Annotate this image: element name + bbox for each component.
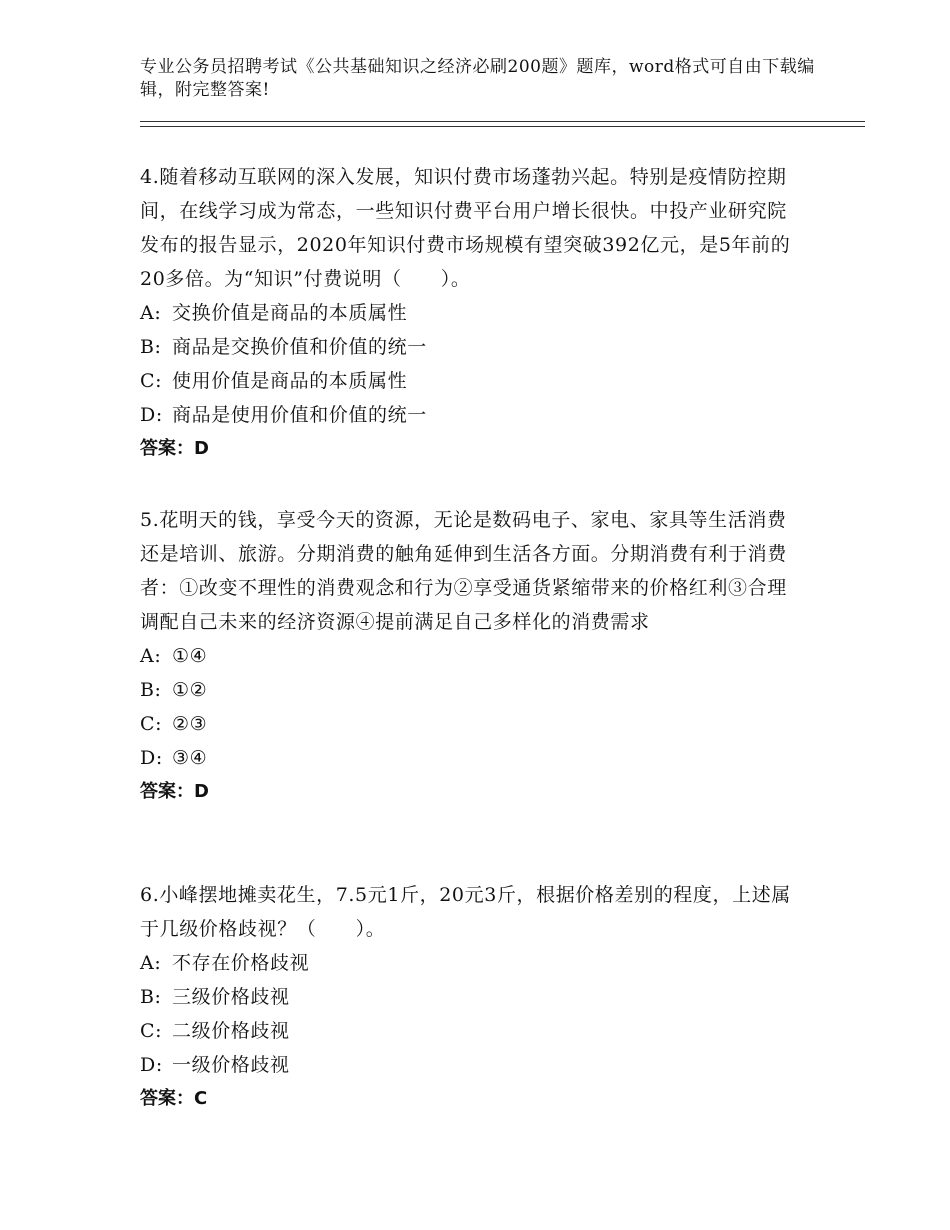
- option-d: [140, 398, 800, 432]
- option-label: D:: [140, 404, 163, 426]
- option-label: D:: [140, 747, 163, 769]
- option-text: 使用价值是商品的本质属性: [172, 370, 408, 392]
- question-stem: 5.花明天的钱，享受今天的资源，无论是数码电子、家电、家具等生活消费还是培训、旅游。分期消费的触角延伸到生活各方面。分期消费有利于消费者：①改变不理性的消费观念和行为②享受通货紧缩带来的价格红利③合理调配自己未来的经济资源④提前满足自己多样化的消费需求: [140, 509, 787, 633]
- option-text: ①②: [172, 679, 208, 701]
- option-label: C:: [140, 1020, 163, 1042]
- option-text: ①④: [172, 645, 208, 667]
- option-b: [140, 980, 800, 1014]
- question-4: [140, 160, 800, 466]
- option-a: [140, 296, 800, 330]
- option-d: [140, 1048, 800, 1082]
- option-text: ②③: [172, 713, 208, 735]
- answer: 答案：D: [140, 781, 209, 802]
- option-c: [140, 707, 800, 741]
- option-text: 二级价格歧视: [172, 1020, 290, 1042]
- option-label: A:: [140, 952, 162, 974]
- question-6: [140, 878, 800, 1116]
- option-a: [140, 946, 800, 980]
- option-label: B:: [140, 679, 162, 701]
- option-label: C:: [140, 370, 163, 392]
- option-d: [140, 741, 800, 775]
- option-text: 一级价格歧视: [172, 1054, 290, 1076]
- option-b: [140, 673, 800, 707]
- option-text: ③④: [172, 747, 208, 769]
- option-text: 不存在价格歧视: [172, 952, 310, 974]
- document-header: 专业公务员招聘考试《公共基础知识之经济必刷200题》题库，word格式可自由下载编辑，附完整答案!: [140, 57, 815, 100]
- option-text: 商品是交换价值和价值的统一: [172, 336, 427, 358]
- option-label: D:: [140, 1054, 163, 1076]
- question-stem: 6.小峰摆地摊卖花生，7.5元1斤，20元3斤，根据价格差别的程度，上述属于几级价格歧视？（ ）。: [140, 884, 791, 940]
- option-c: [140, 1014, 800, 1048]
- answer: 答案：C: [140, 1088, 208, 1109]
- option-a: [140, 639, 800, 673]
- option-text: 交换价值是商品的本质属性: [172, 302, 408, 324]
- option-label: A:: [140, 302, 162, 324]
- option-label: C:: [140, 713, 163, 735]
- question-stem: 4.随着移动互联网的深入发展，知识付费市场蓬勃兴起。特别是疫情防控期间，在线学习成为常态，一些知识付费平台用户增长很快。中投产业研究院发布的报告显示，2020年知识付费市场规模有望突破392亿元，是5年前的20多倍。为“知识”付费说明（ ）。: [140, 166, 791, 290]
- header-divider: [140, 121, 865, 127]
- option-text: 三级价格歧视: [172, 986, 290, 1008]
- option-c: [140, 364, 800, 398]
- option-label: B:: [140, 336, 162, 358]
- question-5: [140, 503, 800, 809]
- option-label: B:: [140, 986, 162, 1008]
- option-text: 商品是使用价值和价值的统一: [172, 404, 427, 426]
- option-b: [140, 330, 800, 364]
- answer: 答案：D: [140, 438, 209, 459]
- option-label: A:: [140, 645, 162, 667]
